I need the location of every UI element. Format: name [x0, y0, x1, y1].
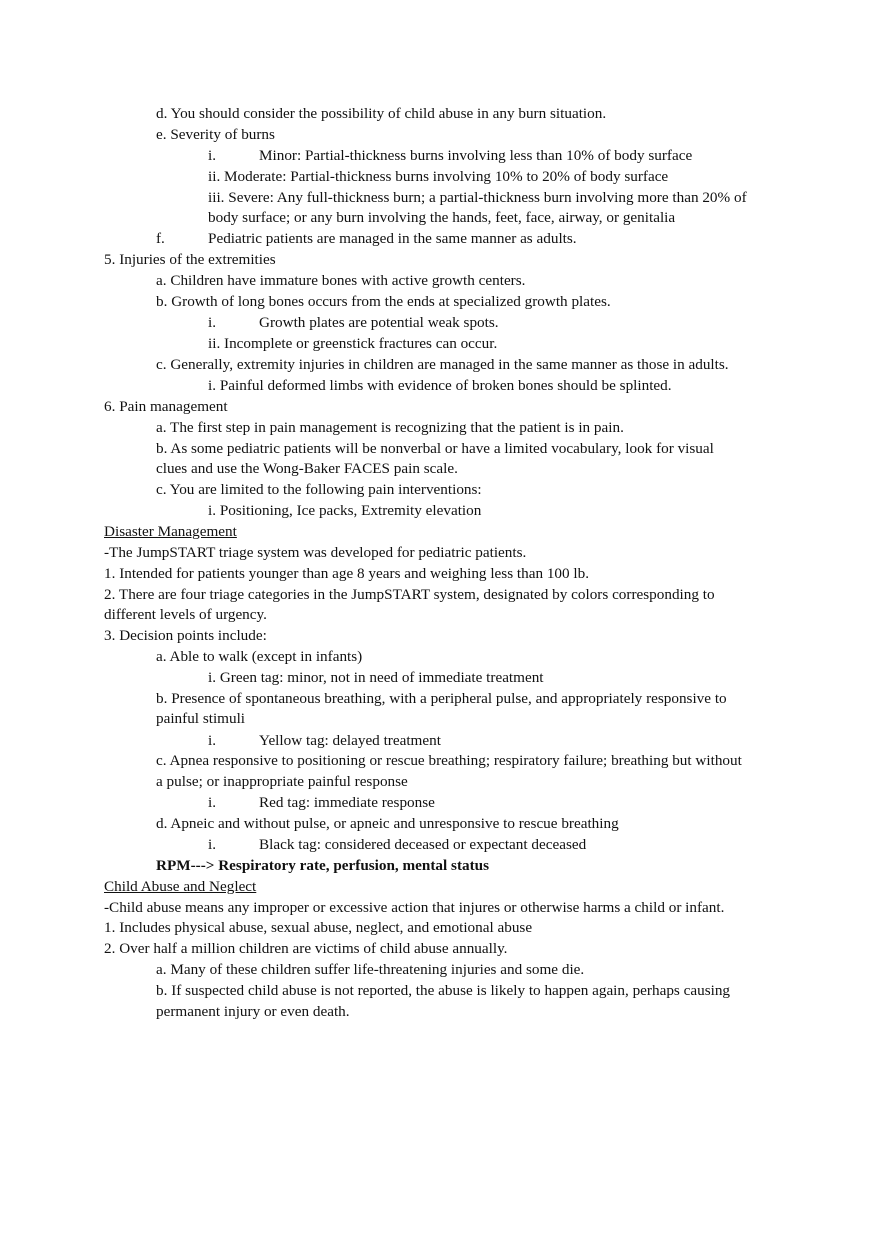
disaster-intro: -The JumpSTART triage system was developed for pediatric patients.	[104, 544, 527, 561]
abuse-point-1: 1. Includes physical abuse, sexual abuse, neglect, and emotional abuse	[104, 919, 533, 936]
burns-item-f-number: f.	[156, 230, 165, 247]
extremities-item-c: c. Generally, extremity injuries in children are managed in the same manner as those in adults.	[156, 356, 729, 373]
rpm-summary: RPM---> Respiratory rate, perfusion, mental status	[156, 857, 490, 874]
disaster-item-b-line2: painful stimuli	[156, 710, 246, 727]
extremities-b-i: Growth plates are potential weak spots.	[259, 314, 499, 331]
disaster-c-i: Red tag: immediate response	[259, 794, 435, 811]
disaster-c-i-number: i.	[208, 794, 217, 811]
pain-item-b-line2: clues and use the Wong-Baker FACES pain scale.	[156, 460, 458, 477]
disaster-d-i: Black tag: considered deceased or expectant deceased	[259, 836, 587, 853]
disaster-item-c-line1: c. Apnea responsive to positioning or rescue breathing; respiratory failure; breathing but without	[156, 752, 742, 769]
disaster-b-i-number: i.	[208, 732, 217, 749]
disaster-a-i: i. Green tag: minor, not in need of immediate treatment	[208, 669, 544, 686]
burns-moderate: ii. Moderate: Partial-thickness burns involving 10% to 20% of body surface	[208, 168, 669, 185]
disaster-d-i-number: i.	[208, 836, 217, 853]
abuse-point-2: 2. Over half a million children are victims of child abuse annually.	[104, 940, 508, 957]
disaster-point-2-line1: 2. There are four triage categories in the JumpSTART system, designated by colors corresponding to	[104, 586, 715, 603]
disaster-point-3: 3. Decision points include:	[104, 627, 267, 644]
extremities-item-b: b. Growth of long bones occurs from the ends at specialized growth plates.	[156, 293, 611, 310]
burns-item-d: d. You should consider the possibility of child abuse in any burn situation.	[156, 105, 607, 122]
burns-severe-line1: iii. Severe: Any full-thickness burn; a partial-thickness burn involving more than 20% of	[208, 189, 747, 206]
disaster-b-i: Yellow tag: delayed treatment	[259, 732, 441, 749]
pain-heading: 6. Pain management	[104, 398, 228, 415]
extremities-item-a: a. Children have immature bones with active growth centers.	[156, 272, 526, 289]
burns-item-f: Pediatric patients are managed in the same manner as adults.	[208, 230, 577, 247]
abuse-heading: Child Abuse and Neglect	[104, 878, 257, 895]
disaster-item-a: a. Able to walk (except in infants)	[156, 648, 363, 665]
abuse-intro: -Child abuse means any improper or excessive action that injures or otherwise harms a child or infant.	[104, 899, 725, 916]
disaster-point-2-line2: different levels of urgency.	[104, 606, 267, 623]
abuse-item-b-line1: b. If suspected child abuse is not reported, the abuse is likely to happen again, perhaps causing	[156, 982, 731, 999]
extremities-heading: 5. Injuries of the extremities	[104, 251, 276, 268]
burns-item-e: e. Severity of burns	[156, 126, 275, 143]
disaster-heading: Disaster Management	[104, 523, 237, 540]
burns-minor-number: i.	[208, 147, 217, 164]
pain-item-c: c. You are limited to the following pain interventions:	[156, 481, 482, 498]
pain-item-a: a. The first step in pain management is recognizing that the patient is in pain.	[156, 419, 624, 436]
extremities-b-i-number: i.	[208, 314, 217, 331]
abuse-item-a: a. Many of these children suffer life-threatening injuries and some die.	[156, 961, 585, 978]
extremities-b-ii: ii. Incomplete or greenstick fractures can occur.	[208, 335, 498, 352]
pain-item-b-line1: b. As some pediatric patients will be nonverbal or have a limited vocabulary, look for visual	[156, 440, 714, 457]
extremities-c-i: i. Painful deformed limbs with evidence of broken bones should be splinted.	[208, 377, 672, 394]
burns-severe-line2: body surface; or any burn involving the hands, feet, face, airway, or genitalia	[208, 209, 676, 226]
disaster-point-1: 1. Intended for patients younger than age 8 years and weighing less than 100 lb.	[104, 565, 590, 582]
burns-minor: Minor: Partial-thickness burns involving less than 10% of body surface	[259, 147, 693, 164]
pain-c-i: i. Positioning, Ice packs, Extremity elevation	[208, 502, 482, 519]
disaster-item-d: d. Apneic and without pulse, or apneic and unresponsive to rescue breathing	[156, 815, 619, 832]
abuse-item-b-line2: permanent injury or even death.	[156, 1003, 350, 1020]
disaster-item-c-line2: a pulse; or inappropriate painful response	[156, 773, 408, 790]
disaster-item-b-line1: b. Presence of spontaneous breathing, with a peripheral pulse, and appropriately responsive to	[156, 690, 727, 707]
